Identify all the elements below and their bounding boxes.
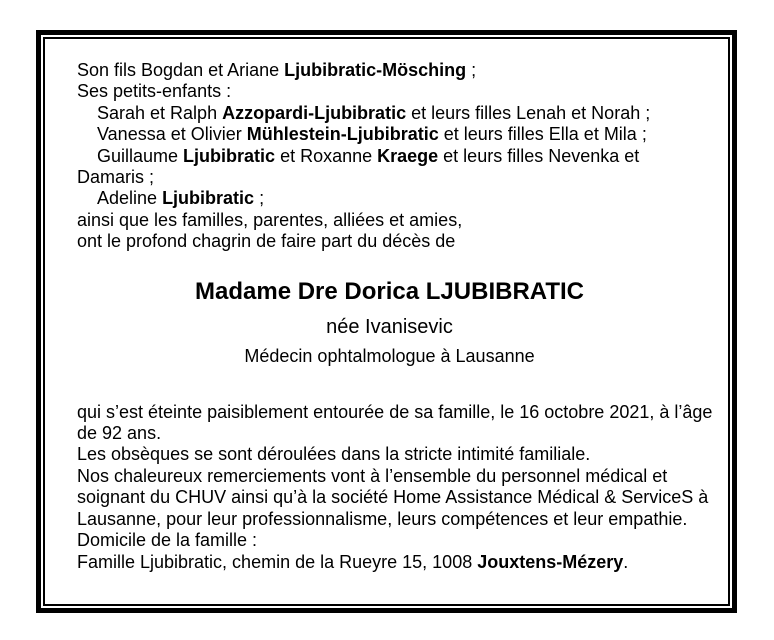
text-segment: et leurs filles Lenah et Norah ; bbox=[406, 102, 651, 123]
family-name-emphasis: Ljubibratic bbox=[183, 145, 276, 166]
text-segment: Sarah et Ralph bbox=[97, 102, 223, 123]
text-segment: soignant du CHUV ainsi qu’à la société Home Assistance Médical & ServiceS à bbox=[77, 487, 709, 508]
text-line bbox=[77, 124, 702, 145]
text-segment: de 92 ans. bbox=[77, 423, 162, 444]
text-line bbox=[77, 188, 702, 209]
family-name-emphasis: Kraege bbox=[377, 145, 439, 166]
text-segment: Son fils Bogdan et Ariane bbox=[77, 60, 285, 80]
text-line bbox=[77, 231, 702, 252]
text-segment: Domicile de la famille : bbox=[77, 530, 258, 551]
text-line bbox=[77, 444, 702, 465]
text-segment: Lausanne, pour leur professionnalisme, leurs compétences et leur empathie. bbox=[77, 508, 688, 529]
family-name-emphasis: Ljubibratic-Mösching bbox=[284, 60, 467, 80]
text-line bbox=[77, 466, 702, 487]
text-segment: ; bbox=[466, 60, 477, 80]
text-segment: Les obsèques se sont déroulées dans la stricte intimité familiale. bbox=[77, 444, 591, 465]
family-name-emphasis: Azzopardi-Ljubibratic bbox=[222, 102, 407, 123]
text-line bbox=[77, 509, 702, 530]
text-segment: Famille Ljubibratic, chemin de la Rueyre 15, 1008 bbox=[77, 551, 478, 572]
text-segment: Damaris ; bbox=[77, 167, 155, 188]
text-line bbox=[77, 423, 702, 444]
text-segment: qui s’est éteinte paisiblement entourée de sa famille, le 16 octobre 2021, à l’âge bbox=[77, 401, 713, 422]
deceased-maiden-name: née Ivanisevic bbox=[326, 315, 453, 338]
text-segment: Vanessa et Olivier bbox=[97, 124, 247, 145]
text-segment: Adeline bbox=[97, 188, 163, 209]
text-line bbox=[77, 103, 702, 124]
family-name-emphasis: Mühlestein-Ljubibratic bbox=[246, 124, 439, 145]
text-segment: Nos chaleureux remerciements vont à l’ensemble du personnel médical et bbox=[77, 465, 668, 486]
text-segment: . bbox=[623, 551, 629, 572]
death-notice-content bbox=[45, 39, 728, 604]
deceased-block bbox=[77, 277, 702, 368]
family-name-emphasis: Ljubibratic bbox=[162, 188, 255, 209]
death-notice-frame bbox=[36, 30, 737, 613]
text-line bbox=[77, 81, 702, 102]
text-line bbox=[77, 401, 713, 423]
text-segment: ; bbox=[254, 188, 265, 209]
deceased-name: Madame Dre Dorica LJUBIBRATIC bbox=[195, 277, 584, 305]
text-line bbox=[77, 552, 702, 573]
text-line bbox=[77, 530, 702, 551]
text-segment: et Roxanne bbox=[275, 145, 378, 166]
text-segment: Guillaume bbox=[97, 145, 184, 166]
text-line bbox=[77, 146, 702, 167]
text-line bbox=[77, 487, 709, 508]
family-name-emphasis: Jouxtens-Mézery bbox=[477, 551, 624, 572]
text-segment: Ses petits-enfants : bbox=[77, 81, 232, 102]
announcement-details-paragraph bbox=[77, 401, 713, 573]
text-line bbox=[77, 60, 702, 81]
family-announcement-paragraph bbox=[77, 60, 702, 253]
text-line bbox=[77, 167, 702, 188]
deceased-profession: Médecin ophtalmologue à Lausanne bbox=[244, 345, 535, 366]
text-segment: et leurs filles Nevenka et bbox=[438, 145, 640, 166]
text-segment: et leurs filles Ella et Mila ; bbox=[438, 124, 647, 145]
death-notice-inner-frame bbox=[43, 37, 730, 606]
text-segment: ainsi que les familles, parentes, alliées et amies, bbox=[77, 209, 463, 230]
text-segment: ont le profond chagrin de faire part du décès de bbox=[77, 231, 456, 252]
text-line bbox=[77, 210, 702, 231]
